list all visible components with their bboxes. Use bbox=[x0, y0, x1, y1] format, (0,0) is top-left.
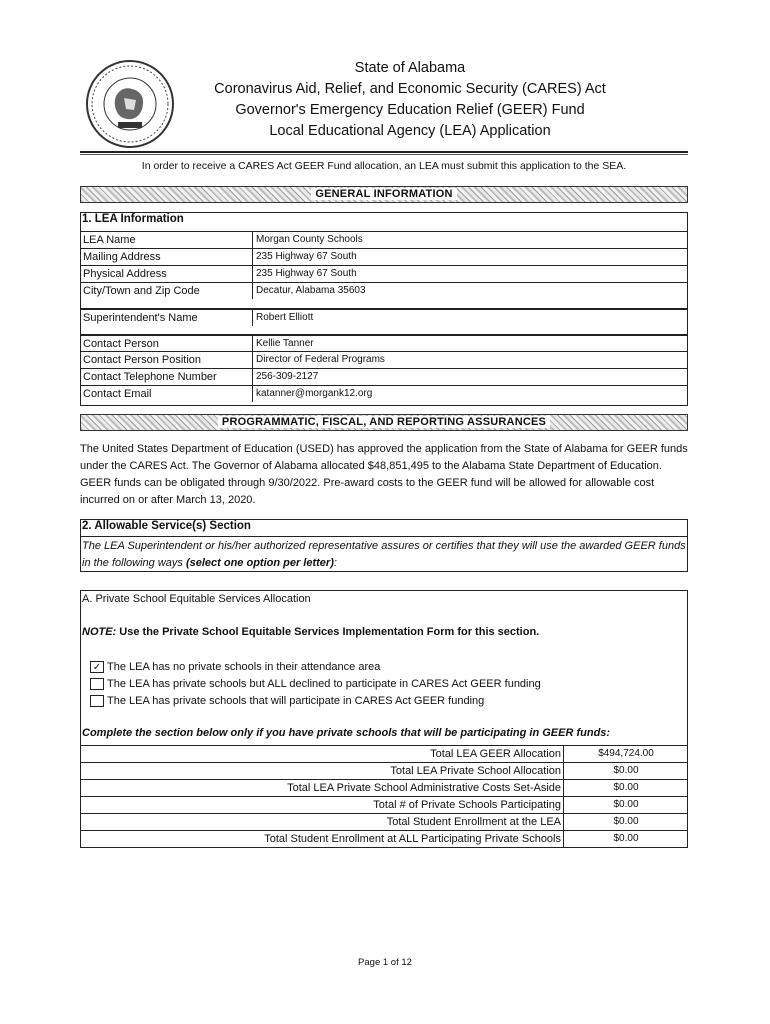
allowable-text-main: The LEA Superintendent or his/her authorized representative assures or certifies that they will use the awarded GEER funds in the following ways bbox=[82, 540, 686, 569]
title-line-3: Governor's Emergency Education Relief (GEER) Fund bbox=[235, 102, 585, 118]
allocation-table-bottom bbox=[80, 847, 688, 848]
lea-label: Contact Email bbox=[83, 388, 152, 400]
lea-label: Contact Person Position bbox=[83, 354, 202, 366]
header-divider-thin bbox=[80, 154, 688, 155]
allocation-row bbox=[80, 745, 688, 762]
lea-information-heading: 1. LEA Information bbox=[82, 213, 184, 225]
contact-person-field[interactable]: Kellie Tanner bbox=[252, 336, 314, 352]
checkbox-all-declined[interactable] bbox=[90, 678, 104, 690]
physical-address-field[interactable]: 235 Highway 67 South bbox=[252, 266, 357, 282]
page-number: Page 1 of 12 bbox=[358, 957, 412, 968]
note-text bbox=[82, 626, 539, 638]
mailing-address-field[interactable]: 235 Highway 67 South bbox=[252, 249, 357, 265]
section-title-general: GENERAL INFORMATION bbox=[311, 188, 456, 200]
lea-row-contact-email bbox=[80, 385, 688, 402]
allocation-label: Total LEA Private School Administrative Costs Set-Aside bbox=[287, 782, 561, 794]
lea-label: LEA Name bbox=[83, 234, 136, 246]
contact-position-field[interactable]: Director of Federal Programs bbox=[252, 352, 385, 368]
private-school-section-title: A. Private School Equitable Services Allocation bbox=[82, 593, 311, 605]
allowable-text-end: : bbox=[333, 557, 337, 569]
checkbox-will-participate[interactable] bbox=[90, 695, 104, 707]
contact-email-field[interactable]: katanner@morgank12.org bbox=[252, 386, 372, 402]
complete-section-note: Complete the section below only if you have private schools that will be participating in GEER funds: bbox=[82, 727, 611, 739]
assurance-paragraph: The United States Department of Education (USED) has approved the application from the State of Alabama for GEER funds under the CARES Act. The Governor of Alabama allocated $48,851,495 to the Alabama State Department of Education. GEER funds can be obligated through 9/30/2022. Pre-award costs to the GEER fund will be allowed for allowable cost incurred on or after March 13, 2020. bbox=[80, 443, 688, 506]
lea-label: Physical Address bbox=[83, 268, 167, 280]
lea-label: Mailing Address bbox=[83, 251, 161, 263]
lea-row-physical-address bbox=[80, 265, 688, 282]
lea-name-field[interactable]: Morgan County Schools bbox=[252, 232, 363, 248]
allocation-row bbox=[80, 796, 688, 813]
option-all-declined[interactable] bbox=[90, 678, 541, 692]
document-title bbox=[190, 58, 630, 142]
option-label: The LEA has private schools that will participate in CARES Act GEER funding bbox=[107, 695, 485, 707]
contact-phone-field[interactable]: 256-309-2127 bbox=[252, 369, 318, 385]
lea-row-city-zip bbox=[80, 282, 688, 299]
state-seal-icon bbox=[86, 60, 174, 148]
section-banner-assurances bbox=[80, 414, 688, 431]
allocation-row bbox=[80, 813, 688, 830]
lea-row-contact-phone bbox=[80, 368, 688, 385]
section-banner-general bbox=[80, 186, 688, 203]
checkbox-no-private-schools[interactable]: ✓ bbox=[90, 661, 104, 673]
allocation-value[interactable]: $494,724.00 bbox=[563, 746, 688, 762]
note-body: Use the Private School Equitable Services Implementation Form for this section. bbox=[119, 626, 540, 638]
option-no-private-schools[interactable] bbox=[90, 661, 380, 675]
allocation-label: Total LEA GEER Allocation bbox=[430, 748, 561, 760]
lea-row-name bbox=[80, 231, 688, 248]
allocation-label: Total LEA Private School Allocation bbox=[390, 765, 561, 777]
lea-row-mailing-address bbox=[80, 248, 688, 265]
allocation-value[interactable]: $0.00 bbox=[563, 763, 688, 779]
allowable-services-text bbox=[82, 538, 687, 572]
lea-row-contact-position bbox=[80, 351, 688, 368]
superintendent-field[interactable]: Robert Elliott bbox=[252, 310, 313, 326]
note-label: NOTE: bbox=[82, 626, 117, 638]
title-line-4: Local Educational Agency (LEA) Application bbox=[269, 123, 551, 139]
city-zip-field[interactable]: Decatur, Alabama 35603 bbox=[252, 283, 366, 299]
option-will-participate[interactable] bbox=[90, 695, 484, 709]
allowable-divider bbox=[80, 536, 688, 537]
allowable-services-heading: 2. Allowable Service(s) Section bbox=[82, 520, 251, 532]
allocation-row bbox=[80, 762, 688, 779]
lea-label: Contact Telephone Number bbox=[83, 371, 217, 383]
allocation-value[interactable]: $0.00 bbox=[563, 797, 688, 813]
lea-row-superintendent bbox=[80, 308, 688, 325]
allocation-label: Total Student Enrollment at the LEA bbox=[386, 816, 561, 828]
option-label: The LEA has private schools but ALL declined to participate in CARES Act GEER funding bbox=[107, 678, 541, 690]
lea-label: Superintendent's Name bbox=[83, 312, 198, 324]
section-title-assurances: PROGRAMMATIC, FISCAL, AND REPORTING ASSURANCES bbox=[218, 416, 550, 428]
allocation-value[interactable]: $0.00 bbox=[563, 780, 688, 796]
allocation-label: Total # of Private Schools Participating bbox=[373, 799, 561, 811]
allocation-row bbox=[80, 779, 688, 796]
allocation-value[interactable]: $0.00 bbox=[563, 831, 688, 847]
title-line-1: State of Alabama bbox=[354, 60, 466, 76]
lea-label: City/Town and Zip Code bbox=[83, 285, 200, 297]
allocation-label: Total Student Enrollment at ALL Participating Private Schools bbox=[264, 833, 561, 845]
lea-label: Contact Person bbox=[83, 338, 159, 350]
title-line-2: Coronavirus Aid, Relief, and Economic Security (CARES) Act bbox=[214, 81, 606, 97]
header-divider bbox=[80, 151, 688, 153]
allocation-value[interactable]: $0.00 bbox=[563, 814, 688, 830]
option-label: The LEA has no private schools in their attendance area bbox=[107, 661, 381, 673]
allowable-text-emphasis: (select one option per letter) bbox=[185, 557, 334, 569]
allocation-row bbox=[80, 830, 688, 847]
lea-row-contact-person bbox=[80, 334, 688, 351]
intro-text: In order to receive a CARES Act GEER Fund allocation, an LEA must submit this application to the SEA. bbox=[141, 160, 627, 172]
